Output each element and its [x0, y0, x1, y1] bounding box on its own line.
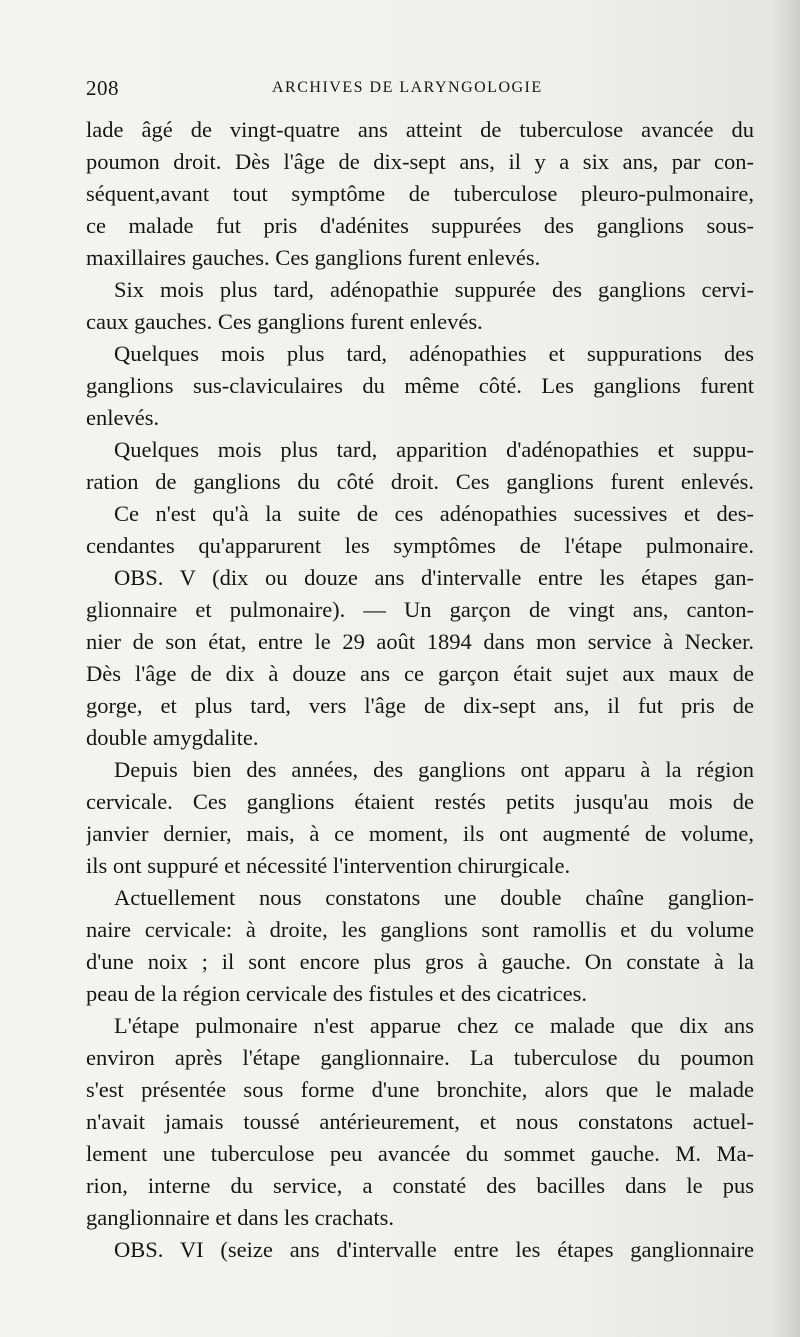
text-line: ration de ganglions du côté droit. Ces ganglions furent enlevés.: [86, 469, 754, 494]
text-line: enlevés.: [86, 405, 160, 430]
text-line: Quelques mois plus tard, adénopathies et suppurations des: [114, 341, 754, 366]
text-line: OBS. VI (seize ans d'intervalle entre les étapes ganglionnaire: [114, 1237, 754, 1262]
text-line: OBS. V (dix ou douze ans d'intervalle entre les étapes gan-: [114, 565, 754, 590]
text-line: L'étape pulmonaire n'est apparue chez ce malade que dix ans: [114, 1013, 754, 1038]
text-line: double amygdalite.: [86, 725, 259, 750]
text-line: Depuis bien des années, des ganglions ont apparu à la région: [114, 757, 754, 782]
text-line: ils ont suppuré et nécessité l'intervention chirurgicale.: [86, 853, 571, 878]
text-line: peau de la région cervicale des fistules et des cicatrices.: [86, 981, 588, 1006]
text-line: environ après l'étape ganglionnaire. La tuberculose du poumon: [86, 1045, 754, 1070]
text-line: Dès l'âge de dix à douze ans ce garçon était sujet aux maux de: [86, 661, 754, 686]
text-line: caux gauches. Ces ganglions furent enlevés.: [86, 309, 483, 334]
text-line: cervicale. Ces ganglions étaient restés petits jusqu'au mois de: [86, 789, 754, 814]
text-line: nier de son état, entre le 29 août 1894 dans mon service à Necker.: [86, 629, 754, 654]
text-line: naire cervicale: à droite, les ganglions sont ramollis et du volume: [86, 917, 754, 942]
text-line: Quelques mois plus tard, apparition d'adénopathies et suppu-: [114, 437, 754, 462]
text-line: janvier dernier, mais, à ce moment, ils ont augmenté de volume,: [86, 821, 754, 846]
text-line: s'est présentée sous forme d'une bronchite, alors que le malade: [86, 1077, 754, 1102]
text-line: cendantes qu'apparurent les symptômes de l'étape pulmonaire.: [86, 533, 754, 558]
text-line: glionnaire et pulmonaire). — Un garçon de vingt ans, canton-: [86, 597, 754, 622]
text-line: Six mois plus tard, adénopathie suppurée des ganglions cervi-: [114, 277, 754, 302]
journal-title: ARCHIVES DE LARYNGOLOGIE: [272, 79, 543, 96]
text-line: Ce n'est qu'à la suite de ces adénopathies sucessives et des-: [114, 501, 754, 526]
page-edge-shadow: [772, 0, 800, 1337]
text-line: séquent,avant tout symptôme de tuberculose pleuro-pulmonaire,: [86, 181, 754, 206]
running-head: [86, 76, 746, 102]
text-line: ce malade fut pris d'adénites suppurées des ganglions sous-: [86, 213, 754, 238]
text-line: ganglionnaire et dans les crachats.: [86, 1205, 395, 1230]
text-line: Actuellement nous constatons une double chaîne ganglion-: [114, 885, 754, 910]
text-line: poumon droit. Dès l'âge de dix-sept ans, il y a six ans, par con-: [86, 149, 754, 174]
text-line: d'une noix ; il sont encore plus gros à gauche. On constate à la: [86, 949, 754, 974]
text-line: ganglions sus-claviculaires du même côté. Les ganglions furent: [86, 373, 754, 398]
text-line: n'avait jamais toussé antérieurement, et nous constatons actuel-: [86, 1109, 754, 1134]
text-line: gorge, et plus tard, vers l'âge de dix-sept ans, il fut pris de: [86, 693, 754, 718]
text-line: lade âgé de vingt-quatre ans atteint de tuberculose avancée du: [86, 117, 754, 142]
page-number: 208: [86, 76, 119, 100]
body-text: [86, 114, 754, 1266]
text-line: rion, interne du service, a constaté des bacilles dans le pus: [86, 1173, 754, 1198]
text-line: maxillaires gauches. Ces ganglions furent enlevés.: [86, 245, 541, 270]
text-line: lement une tuberculose peu avancée du sommet gauche. M. Ma-: [86, 1141, 754, 1166]
